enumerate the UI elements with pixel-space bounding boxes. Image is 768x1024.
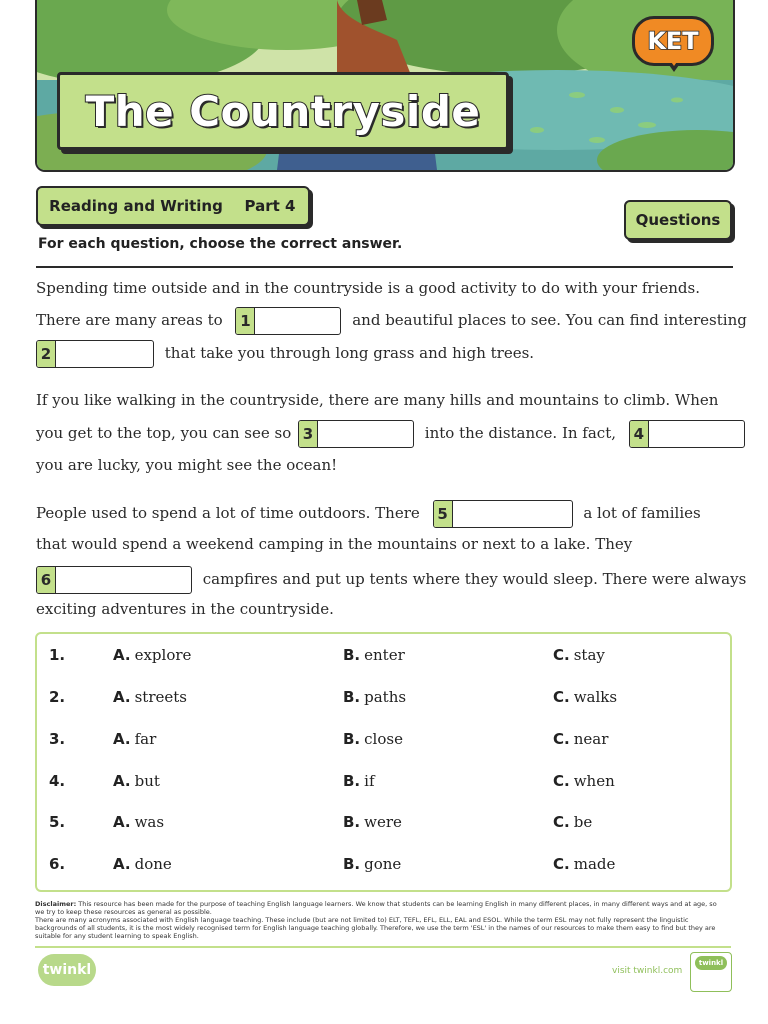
visit-link[interactable]: visit twinkl.com <box>612 966 683 976</box>
part-tab: Part 4 <box>232 186 310 226</box>
passage-text: campfires and put up tents where they would sleep. There were always <box>202 570 747 588</box>
option-c[interactable]: C. be <box>553 813 593 831</box>
option-b[interactable]: B. gone <box>343 855 402 873</box>
stamp-logo: twinkl <box>695 956 727 970</box>
option-b[interactable]: B. close <box>343 730 403 748</box>
passage-text: that take you through long grass and high trees. <box>164 344 535 362</box>
passage-text: into the distance. In fact, <box>424 424 617 442</box>
question-number: 5. <box>49 813 66 831</box>
option-a[interactable]: A. far <box>113 730 157 748</box>
option-c[interactable]: C. stay <box>553 646 605 664</box>
passage-text: a lot of families <box>583 504 701 522</box>
passage-text: People used to spend a lot of time outdoors. There <box>36 504 420 522</box>
gap-number: 3 <box>299 421 318 447</box>
passage-line: exciting adventures in the countryside. <box>36 600 334 618</box>
gap-number: 5 <box>434 501 453 527</box>
section-tab: Reading and Writing <box>36 186 236 226</box>
passage-line: you are lucky, you might see the ocean! <box>36 456 338 474</box>
passage-line: that would spend a weekend camping in the mountains or next to a lake. They <box>36 535 633 553</box>
passage-line <box>36 420 745 448</box>
option-b[interactable]: B. paths <box>343 688 407 706</box>
gap-1[interactable] <box>235 307 341 335</box>
gap-number: 6 <box>37 567 56 593</box>
ket-badge-label: KET <box>647 27 699 55</box>
option-c[interactable]: C. made <box>553 855 616 873</box>
disclaimer-label: Disclaimer: <box>35 900 77 908</box>
passage-text: There are many areas to <box>36 311 223 329</box>
question-number: 2. <box>49 688 66 706</box>
title-box <box>57 72 509 150</box>
questions-tab: Questions <box>624 200 732 240</box>
question-row <box>37 730 730 750</box>
passage-line <box>36 500 701 528</box>
question-number: 1. <box>49 646 66 664</box>
footer-divider <box>35 946 731 948</box>
twinkl-logo[interactable]: twinkl <box>38 954 96 986</box>
passage-line <box>36 307 747 335</box>
option-a[interactable]: A. done <box>113 855 172 873</box>
divider <box>36 266 733 268</box>
passage-line: Spending time outside and in the countryside is a good activity to do with your friends. <box>36 279 700 297</box>
gap-5[interactable] <box>433 500 573 528</box>
question-row <box>37 813 730 833</box>
option-a[interactable]: A. streets <box>113 688 187 706</box>
gap-number: 1 <box>236 308 255 334</box>
question-number: 3. <box>49 730 66 748</box>
passage-text: and beautiful places to see. You can find interesting <box>352 311 747 329</box>
disclaimer-text: There are many acronyms associated with English language teaching. These include (but are not limited to) ELT, TEFL, EFL, ELL, EAL and ESOL. While the term ESL may not fully represent the linguistic backgrounds of all students, it is the most widely recognised term for English language teaching globally. Therefore, we use the term 'ESL' in the names of our resources to make them easy to find but they are suitable for any student learning to speak English. <box>35 916 716 940</box>
question-row <box>37 772 730 792</box>
passage-line <box>36 340 534 368</box>
option-b[interactable]: B. if <box>343 772 375 790</box>
question-number: 6. <box>49 855 66 873</box>
passage-text: you get to the top, you can see so <box>36 424 292 442</box>
gap-2[interactable] <box>36 340 154 368</box>
option-c[interactable]: C. walks <box>553 688 618 706</box>
option-b[interactable]: B. were <box>343 813 402 831</box>
question-row <box>37 646 730 666</box>
gap-3[interactable] <box>298 420 414 448</box>
option-c[interactable]: C. when <box>553 772 615 790</box>
option-a[interactable]: A. explore <box>113 646 192 664</box>
disclaimer <box>35 900 725 940</box>
question-row <box>37 688 730 708</box>
option-a[interactable]: A. but <box>113 772 160 790</box>
disclaimer-text: This resource has been made for the purpose of teaching English language learners. We know that students can be learning English in many different places, in many different ways and at age, so we try to keep these resources as general as possible. <box>35 900 717 916</box>
instruction-text: For each question, choose the correct answer. <box>38 236 403 252</box>
page-title: The Countryside <box>85 86 481 136</box>
option-b[interactable]: B. enter <box>343 646 405 664</box>
question-number: 4. <box>49 772 66 790</box>
option-c[interactable]: C. near <box>553 730 609 748</box>
passage-line: If you like walking in the countryside, there are many hills and mountains to climb. When <box>36 391 719 409</box>
question-row <box>37 855 730 875</box>
option-a[interactable]: A. was <box>113 813 165 831</box>
passage-line <box>36 566 746 594</box>
ket-badge-tail-fill <box>667 56 681 66</box>
gap-number: 2 <box>37 341 56 367</box>
answer-options-box <box>35 632 732 892</box>
quality-stamp <box>690 952 732 992</box>
gap-4[interactable] <box>629 420 745 448</box>
gap-6[interactable] <box>36 566 192 594</box>
gap-number: 4 <box>630 421 649 447</box>
